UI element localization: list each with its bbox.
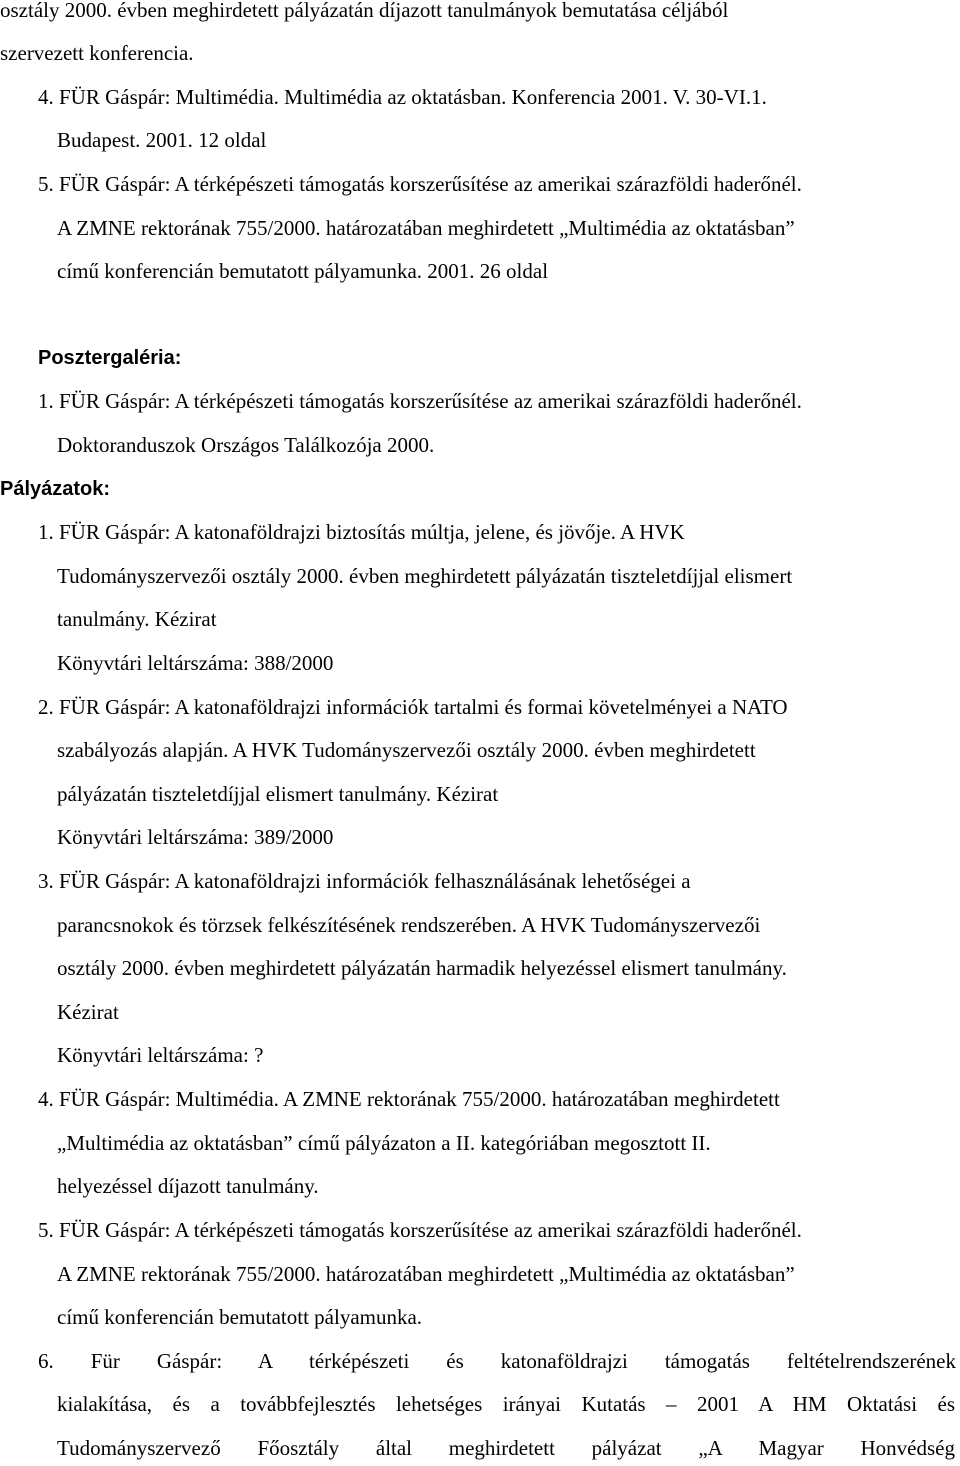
application-item-1: 1. FÜR Gáspár: A katonaföldrajzi biztosítás múltja, jelene, és jövője. A HVK — [38, 520, 685, 544]
text-line: kialakítása, és a továbbfejlesztés lehetséges irányai Kutatás – 2001 A HM Oktatási és — [57, 1392, 955, 1416]
text-line: tanulmány. Kézirat — [57, 607, 217, 631]
text-line: Tudományszervező Főosztály által meghirdetett pályázat „A Magyar Honvédség — [57, 1436, 955, 1460]
text-line: Doktoranduszok Országos Találkozója 2000. — [57, 433, 435, 457]
conference-item-5: 5. FÜR Gáspár: A térképészeti támogatás korszerűsítése az amerikai szárazföldi haderőnél. — [38, 172, 802, 196]
section-heading-palyazatok: Pályázatok: — [0, 478, 111, 500]
text-line: osztály 2000. évben meghirdetett pályázatán harmadik helyezéssel elismert tanulmány. — [57, 956, 787, 980]
conference-item-4: 4. FÜR Gáspár: Multimédia. Multimédia az oktatásban. Konferencia 2001. V. 30-VI.1. — [38, 85, 767, 109]
poster-item-1: 1. FÜR Gáspár: A térképészeti támogatás korszerűsítése az amerikai szárazföldi haderőnél. — [38, 389, 802, 413]
text-line: Kézirat — [57, 1000, 119, 1024]
application-item-6: 6. Für Gáspár: A térképészeti és katonaföldrajzi támogatás feltételrendszerének — [38, 1349, 956, 1373]
text-line: című konferencián bemutatott pályamunka. 2001. 26 oldal — [57, 259, 549, 283]
text-line: szervezett konferencia. — [0, 41, 194, 65]
text-line: A ZMNE rektorának 755/2000. határozatában meghirdetett „Multimédia az oktatásban” — [57, 216, 795, 240]
text-line: Könyvtári leltárszáma: 388/2000 — [57, 651, 334, 675]
text-line: Tudományszervezői osztály 2000. évben meghirdetett pályázatán tiszteletdíjjal elismert — [57, 564, 793, 588]
text-line: pályázatán tiszteletdíjjal elismert tanulmány. Kézirat — [57, 782, 499, 806]
text-line: parancsnokok és törzsek felkészítésének rendszerében. A HVK Tudományszervezői — [57, 913, 761, 937]
application-item-5: 5. FÜR Gáspár: A térképészeti támogatás korszerűsítése az amerikai szárazföldi haderőnél. — [38, 1218, 802, 1242]
section-heading-posztergaleria: Posztergaléria: — [38, 347, 182, 369]
application-item-3: 3. FÜR Gáspár: A katonaföldrajzi információk felhasználásának lehetőségei a — [38, 869, 691, 893]
text-line: Könyvtári leltárszáma: ? — [57, 1043, 264, 1067]
text-line: A ZMNE rektorának 755/2000. határozatában meghirdetett „Multimédia az oktatásban” — [57, 1262, 795, 1286]
text-line: című konferencián bemutatott pályamunka. — [57, 1305, 423, 1329]
text-line: osztály 2000. évben meghirdetett pályázatán díjazott tanulmányok bemutatása céljából — [0, 0, 729, 22]
text-line: helyezéssel díjazott tanulmány. — [57, 1174, 319, 1198]
text-line: „Multimédia az oktatásban” című pályázaton a II. kategóriában megosztott II. — [57, 1131, 711, 1155]
text-line: szabályozás alapján. A HVK Tudományszervezői osztály 2000. évben meghirdetett — [57, 738, 756, 762]
application-item-4: 4. FÜR Gáspár: Multimédia. A ZMNE rektorának 755/2000. határozatában meghirdetett — [38, 1087, 780, 1111]
text-line: Budapest. 2001. 12 oldal — [57, 128, 267, 152]
text-line: Könyvtári leltárszáma: 389/2000 — [57, 825, 334, 849]
application-item-2: 2. FÜR Gáspár: A katonaföldrajzi információk tartalmi és formai követelményei a NATO — [38, 695, 788, 719]
